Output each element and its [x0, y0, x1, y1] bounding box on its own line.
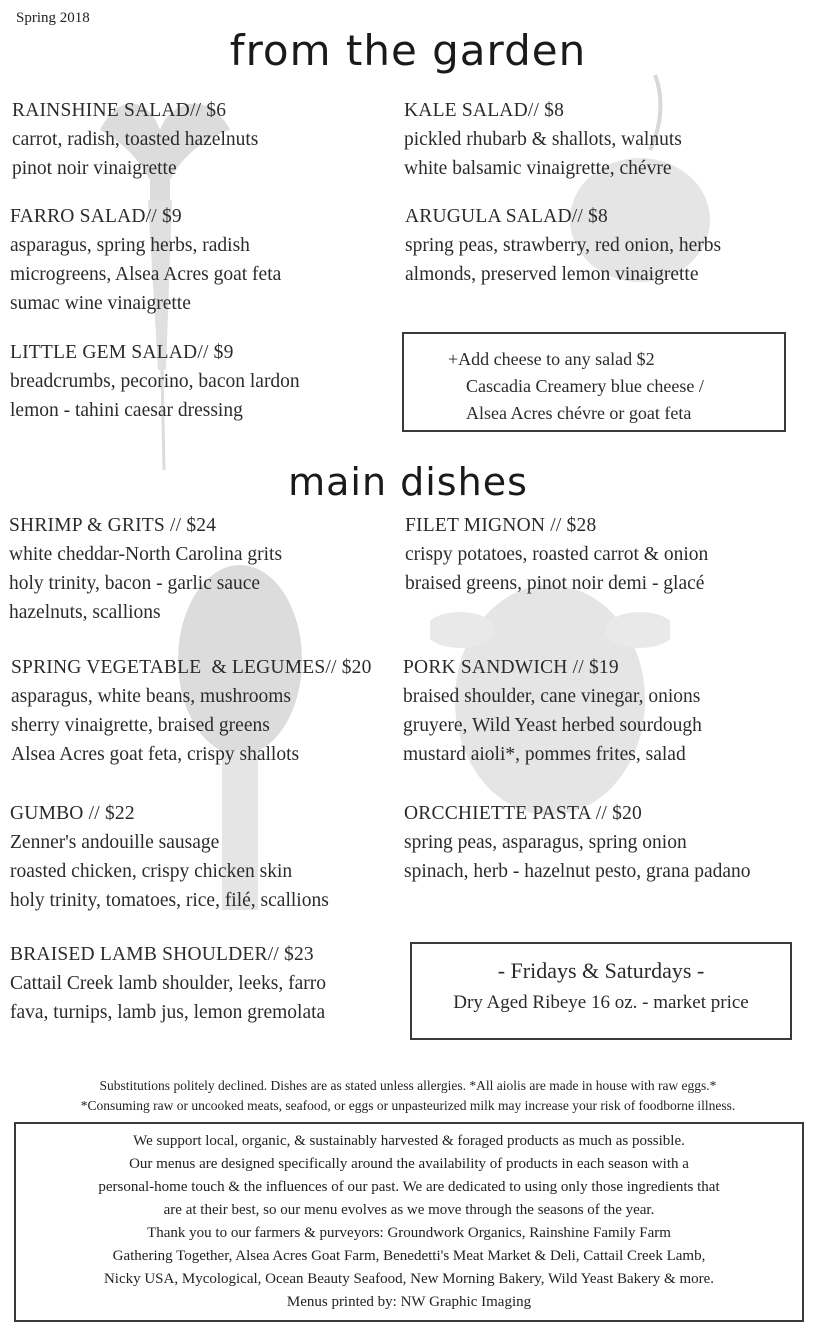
menu-item-orcchiette-pasta — [404, 799, 751, 886]
item-description: braised shoulder, cane vinegar, onions — [403, 686, 701, 707]
statement-line: are at their best, so our menu evolves as we move through the seasons of the year. — [163, 1202, 655, 1218]
item-description: mustard aioli*, pommes frites, salad — [403, 744, 686, 765]
menu-item-filet-mignon — [405, 511, 708, 598]
policy-notes — [0, 1076, 816, 1116]
item-description: Zenner's andouille sausage — [10, 832, 220, 853]
item-description: sherry vinaigrette, braised greens — [11, 715, 270, 736]
item-description: white balsamic vinaigrette, chévre — [404, 158, 672, 179]
menu-item-pork-sandwich — [403, 653, 702, 769]
menu-item-kale-salad — [404, 96, 682, 183]
item-description: microgreens, Alsea Acres goat feta — [10, 264, 282, 285]
add-cheese-option: Alsea Acres chévre or goat feta — [466, 403, 692, 423]
item-description: carrot, radish, toasted hazelnuts — [12, 129, 259, 150]
item-description: lemon - tahini caesar dressing — [10, 400, 243, 421]
item-description: spring peas, strawberry, red onion, herbs — [405, 235, 722, 256]
item-name: FARRO SALAD// $9 — [10, 206, 182, 227]
menu-item-arugula-salad — [405, 202, 721, 289]
item-description: crispy potatoes, roasted carrot & onion — [405, 544, 709, 565]
statement-line: Nicky USA, Mycological, Ocean Beauty Seafood, New Morning Bakery, Wild Yeast Bakery & more. — [103, 1271, 715, 1287]
menu-item-spring-vegetable — [11, 653, 372, 769]
policy-note: *Consuming raw or uncooked meats, seafood, or eggs or unpasteurized milk may increase your risk of foodborne illness. — [80, 1098, 736, 1113]
item-name: LITTLE GEM SALAD// $9 — [10, 342, 234, 363]
item-name: SPRING VEGETABLE & LEGUMES// $20 — [11, 657, 372, 678]
item-description: holy trinity, bacon - garlic sauce — [9, 573, 261, 594]
section-title-mains: main dishes — [288, 460, 528, 504]
item-description: braised greens, pinot noir demi - glacé — [405, 573, 705, 594]
item-name: KALE SALAD// $8 — [404, 100, 565, 121]
menu-item-little-gem-salad — [10, 338, 300, 425]
item-name: ORCCHIETTE PASTA // $20 — [404, 803, 642, 824]
item-description: hazelnuts, scallions — [9, 602, 161, 623]
item-description: pinot noir vinaigrette — [12, 158, 177, 179]
season-label: Spring 2018 — [16, 10, 90, 26]
item-description: fava, turnips, lamb jus, lemon gremolata — [10, 1002, 326, 1023]
menu-item-rainshine-salad — [12, 96, 258, 183]
item-description: asparagus, white beans, mushrooms — [11, 686, 291, 707]
item-description: Alsea Acres goat feta, crispy shallots — [11, 744, 300, 765]
item-name: PORK SANDWICH // $19 — [403, 657, 619, 678]
item-name: ARUGULA SALAD// $8 — [405, 206, 608, 227]
item-name: SHRIMP & GRITS // $24 — [9, 515, 217, 536]
special-heading: - Fridays & Saturdays - — [497, 958, 705, 983]
item-description: spring peas, asparagus, spring onion — [404, 832, 687, 853]
statement-line: We support local, organic, & sustainably harvested & foraged products as much as possible. — [133, 1133, 685, 1149]
item-description: gruyere, Wild Yeast herbed sourdough — [403, 715, 702, 736]
item-description: roasted chicken, crispy chicken skin — [10, 861, 293, 882]
item-description: sumac wine vinaigrette — [10, 293, 191, 314]
item-name: BRAISED LAMB SHOULDER// $23 — [10, 944, 314, 965]
item-name: RAINSHINE SALAD// $6 — [12, 100, 227, 121]
item-description: white cheddar-North Carolina grits — [9, 544, 283, 565]
menu-item-shrimp-grits — [9, 511, 282, 627]
weekend-special-box — [410, 942, 792, 1040]
item-description: spinach, herb - hazelnut pesto, grana padano — [404, 861, 751, 882]
item-description: holy trinity, tomatoes, rice, filé, scallions — [10, 890, 329, 911]
special-description: Dry Aged Ribeye 16 oz. - market price — [453, 992, 749, 1013]
policy-note: Substitutions politely declined. Dishes are as stated unless allergies. *All aiolis are made in house with raw eggs.* — [99, 1078, 717, 1093]
menu-item-farro-salad — [10, 202, 281, 318]
statement-line: personal-home touch & the influences of our past. We are dedicated to using only those ingredients that — [98, 1179, 720, 1195]
item-name: GUMBO // $22 — [10, 803, 135, 824]
printer-credit: Menus printed by: NW Graphic Imaging — [286, 1294, 532, 1310]
add-cheese-option: Cascadia Creamery blue cheese / — [466, 376, 704, 396]
sourcing-statement-box — [14, 1122, 804, 1322]
statement-line: Thank you to our farmers & purveyors: Groundwork Organics, Rainshine Family Farm — [147, 1225, 671, 1241]
menu-item-gumbo — [10, 799, 329, 915]
item-description: pickled rhubarb & shallots, walnuts — [404, 129, 682, 150]
item-name: FILET MIGNON // $28 — [405, 515, 597, 536]
item-description: asparagus, spring herbs, radish — [10, 235, 250, 256]
menu-item-braised-lamb — [10, 940, 326, 1027]
item-description: Cattail Creek lamb shoulder, leeks, farro — [10, 973, 326, 994]
statement-line: Gathering Together, Alsea Acres Goat Farm, Benedetti's Meat Market & Deli, Cattail Creek Lamb, — [112, 1248, 706, 1264]
item-description: almonds, preserved lemon vinaigrette — [405, 264, 699, 285]
add-cheese-box — [402, 332, 786, 432]
statement-line: Our menus are designed specifically around the availability of products in each season with a — [129, 1156, 689, 1172]
section-title-garden: from the garden — [229, 26, 587, 75]
item-description: breadcrumbs, pecorino, bacon lardon — [10, 371, 300, 392]
add-cheese-line: +Add cheese to any salad $2 — [448, 349, 655, 369]
